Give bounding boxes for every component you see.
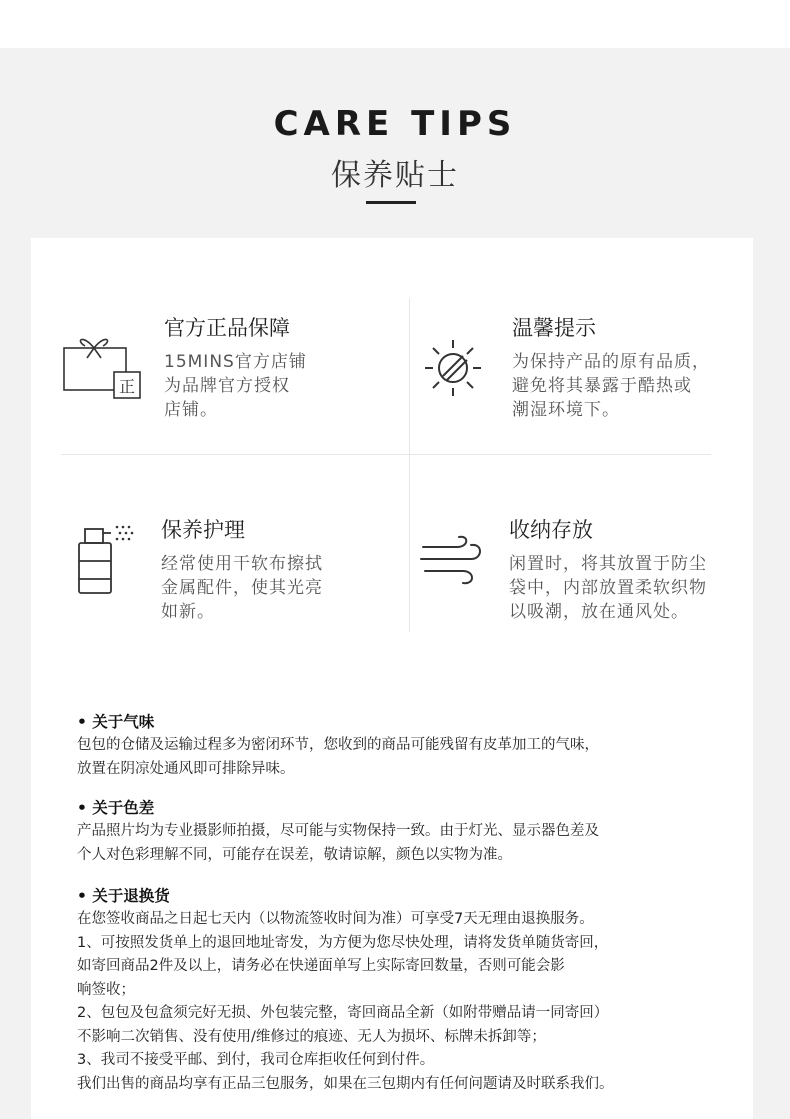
note-body: 在您签收商品之日起七天内（以物流签收时间为准）可享受7天无理由退换服务。 1、可按照发货单上的退回地址寄发，为方便为您尽快处理，请将发货单随货寄回， 如寄回商品2件及以上，请务必在快递面单写上实际寄回数量，否则可能会影 响签收； 2、包包及包盒须完好无损、外包装完整，寄回商品全新（如附带赠品请一同寄回） 不影响二次销售、没有使用/维修过的痕迹、无人为损坏、标牌未拆卸等； 3、我司不接受平邮、到付，我司仓库拒收任何到付件。 我们出售的商品均享有正品三包服务，如果在三包期内有任何问题请及时联系我们。 — [77, 911, 614, 1092]
note-returns — [77, 884, 737, 1096]
top-band — [0, 0, 790, 48]
feature-desc: 闲置时，将其放置于防尘 袋中，内部放置柔软织物 以吸潮，放在通风处。 — [509, 554, 707, 622]
page-title-cn: 保养贴士 — [331, 158, 459, 193]
horizontal-divider — [61, 454, 711, 455]
feature-desc: 为保持产品的原有品质， 避免将其暴露于酷热或 潮湿环境下。 — [512, 352, 710, 420]
title-divider — [366, 201, 416, 204]
feature-title: 温馨提示 — [512, 316, 596, 340]
note-body: 包包的仓储及运输过程多为密闭环节，您收到的商品可能残留有皮革加工的气味， 放置在阴凉处通风即可排除异味。 — [77, 737, 599, 777]
note-odor — [77, 710, 737, 781]
feature-title: 保养护理 — [161, 518, 245, 542]
feature-desc: 经常使用干软布擦拭 金属配件，使其光亮 如新。 — [161, 554, 323, 622]
spray-bottle-icon — [75, 521, 135, 601]
note-color — [77, 796, 737, 867]
page-title-en: CARE TIPS — [273, 104, 517, 144]
sun-icon — [417, 336, 489, 404]
feature-title: 收纳存放 — [509, 518, 593, 542]
note-heading: • 关于退换货 — [77, 887, 170, 905]
wind-icon — [417, 533, 487, 593]
note-heading: • 关于气味 — [77, 713, 155, 731]
care-card — [31, 238, 753, 1119]
badge-text: 正 — [118, 377, 136, 396]
feature-desc: 15MINS官方店铺 为品牌官方授权 店铺。 — [164, 352, 307, 420]
note-heading: • 关于色差 — [77, 799, 155, 817]
vertical-divider — [409, 298, 410, 632]
note-body: 产品照片均为专业摄影师拍摄，尽可能与实物保持一致。由于灯光、显示器色差及 个人对色彩理解不同，可能存在误差，敬请谅解，颜色以实物为准。 — [77, 823, 599, 863]
feature-title: 官方正品保障 — [164, 316, 290, 340]
gift-box-icon — [61, 330, 145, 408]
